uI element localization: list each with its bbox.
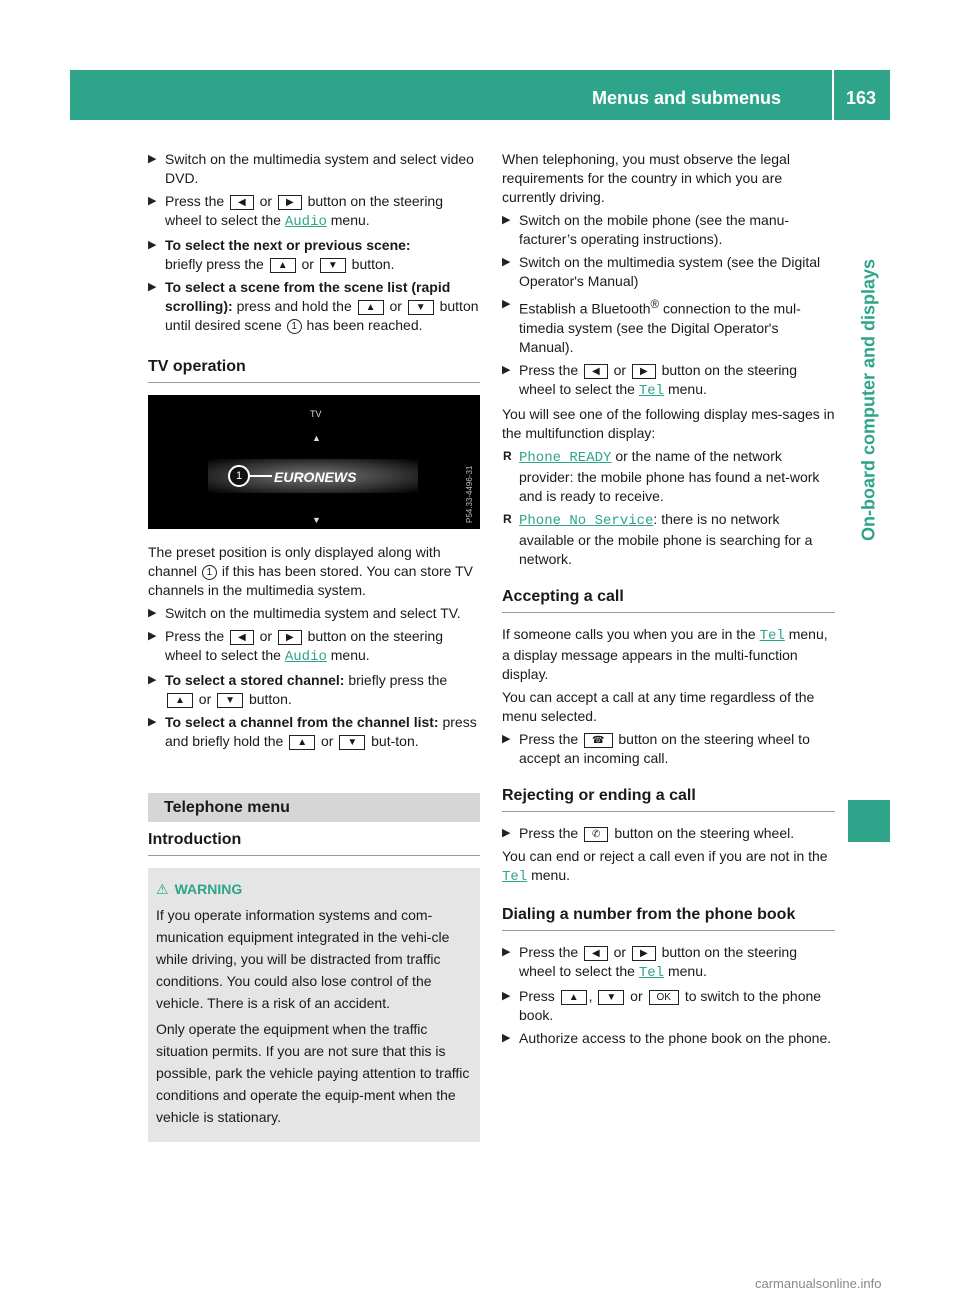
callout-line [250,475,272,477]
list-item: R Phone No Service: there is no network available or the mobile phone is searching for a network. [502,510,835,569]
section-title: Menus and submenus [592,88,782,108]
step: ▶ Press the ◀ or ▶ button on the steering wheel to select the Tel menu. [502,361,835,401]
left-arrow-icon: ◀ [584,364,608,379]
header-divider [832,70,834,120]
warning-icon: ⚠ [156,881,169,897]
down-arrow-icon: ▼ [320,258,346,273]
section-telephone-menu: Telephone menu [148,793,480,822]
step: ▶ Press the ◀ or ▶ button on the steering wheel to select the Tel menu. [502,943,835,983]
heading-introduction: Introduction [148,830,480,856]
side-tab [848,120,890,680]
down-arrow-icon: ▼ [598,990,624,1005]
watermark: carmanualsonline.info [755,1276,882,1291]
tv-display-image [148,395,480,529]
left-column [148,150,480,1142]
step: ▶ Press ▲ , ▼ or OK to switch to the phone book. [502,987,835,1025]
page-number: 163 [846,88,877,108]
side-marker [848,800,890,842]
paragraph: You will see one of the following display mes-sages in the multifunction display: [502,405,835,441]
menu-tel: Tel [638,382,665,399]
paragraph: You can accept a call at any time regardless of the menu selected. [502,688,815,724]
right-column [502,150,835,1052]
step: ▶ To select a scene from the scene list (rapid scrolling): press and hold the ▲ or ▼ button until desired scene 1 has been reached. [148,278,480,335]
warning-text: If you operate information systems and com-munication equipment integrated in the vehi-cle while driving, you will be distracted from traffic conditions. You could also lose control of the vehicle. There is a risk of an accident. [156,907,450,1011]
menu-tel: Tel [759,627,785,644]
left-arrow-icon: ◀ [230,630,254,645]
step: ▶ Switch on the multimedia system and select TV. [148,604,480,623]
step: ▶ To select a channel from the channel list: press and briefly hold the ▲ or ▼ but-ton. [148,713,480,751]
callout-1-icon: 1 [228,465,250,487]
step: ▶ Switch on the multimedia system (see the Digital Operator's Manual) [502,253,835,291]
step: ▶ Press the ✆ button on the steering wheel. [502,824,835,843]
right-arrow-icon: ▶ [278,195,302,210]
callout-1-icon: 1 [202,565,217,580]
phone-end-icon: ✆ [584,827,608,842]
right-arrow-icon: ▶ [632,946,656,961]
paragraph: When telephoning, you must observe the legal requirements for the country in which you are currently driving. [502,151,790,205]
left-arrow-icon: ◀ [584,946,608,961]
warning-text: Only operate the equipment when the traffic situation permits. If you are not sure that this is possible, park the vehicle paying attention to traffic conditions and operate the equip-ment when the vehicle is stationary. [156,1021,470,1125]
menu-phone-ready: Phone READY [519,449,612,466]
step: ▶ Press the ◀ or ▶ button on the steering wheel to select the Audio menu. [148,627,480,667]
phone-accept-icon: ☎ [584,733,612,748]
paragraph: You can end or reject a call even if you are not in the Tel menu. [502,847,828,885]
image-code: P54.33-4496-31 [465,465,474,523]
step: ▶ Press the ◀ or ▶ button on the steering wheel to select the Audio menu. [148,192,480,232]
step: ▶ Authorize access to the phone book on the phone. [502,1029,835,1048]
ok-icon: OK [649,990,679,1005]
step: ▶ Switch on the multimedia system and select video DVD. [148,150,480,188]
warning-title: WARNING [174,881,243,897]
step: ▶ Establish a Bluetooth® connection to the mul-timedia system (see the Digital Operator's Manual). [502,295,835,357]
up-arrow-icon: ▲ [358,300,384,315]
heading-rejecting-call: Rejecting or ending a call [502,786,835,812]
up-triangle-icon: ▲ [312,433,321,443]
channel-name: EURONEWS [274,469,357,485]
heading-accepting-call: Accepting a call [502,587,835,613]
tv-label: TV [310,409,322,419]
paragraph: The preset position is only displayed along with channel 1 if this has been stored. You can store TV channels in the multimedia system. [148,544,473,598]
step: ▶ Switch on the mobile phone (see the manu-facturer’s operating instructions). [502,211,835,249]
paragraph: If someone calls you when you are in the Tel menu, a display message appears in the multi-function display. [502,625,828,682]
down-triangle-icon: ▼ [312,515,321,525]
menu-phone-no-service: Phone No Service [519,512,654,529]
left-arrow-icon: ◀ [230,195,254,210]
step: ▶ To select the next or previous scene: briefly press the ▲ or ▼ button. [148,236,480,274]
down-arrow-icon: ▼ [339,735,365,750]
right-arrow-icon: ▶ [632,364,656,379]
step: ▶ To select a stored channel: briefly press the ▲ or ▼ button. [148,671,480,709]
menu-audio: Audio [284,649,327,665]
list-item: R Phone READY or the name of the network provider: the mobile phone has found a net-work and is ready to receive. [502,447,835,506]
up-arrow-icon: ▲ [270,258,296,273]
down-arrow-icon: ▼ [217,693,243,708]
side-tab-label: On-board computer and displays [858,258,879,542]
down-arrow-icon: ▼ [408,300,434,315]
menu-tel: Tel [638,964,665,981]
up-arrow-icon: ▲ [561,990,587,1005]
callout-1-icon: 1 [287,319,302,334]
heading-dialing: Dialing a number from the phone book [502,905,835,931]
warning-box [148,868,480,1142]
up-arrow-icon: ▲ [289,735,315,750]
up-arrow-icon: ▲ [167,693,193,708]
heading-tv-operation: TV operation [148,357,480,383]
step: ▶ Press the ☎ button on the steering wheel to accept an incoming call. [502,730,835,768]
right-arrow-icon: ▶ [278,630,302,645]
menu-tel: Tel [502,868,528,885]
menu-audio: Audio [284,214,327,230]
